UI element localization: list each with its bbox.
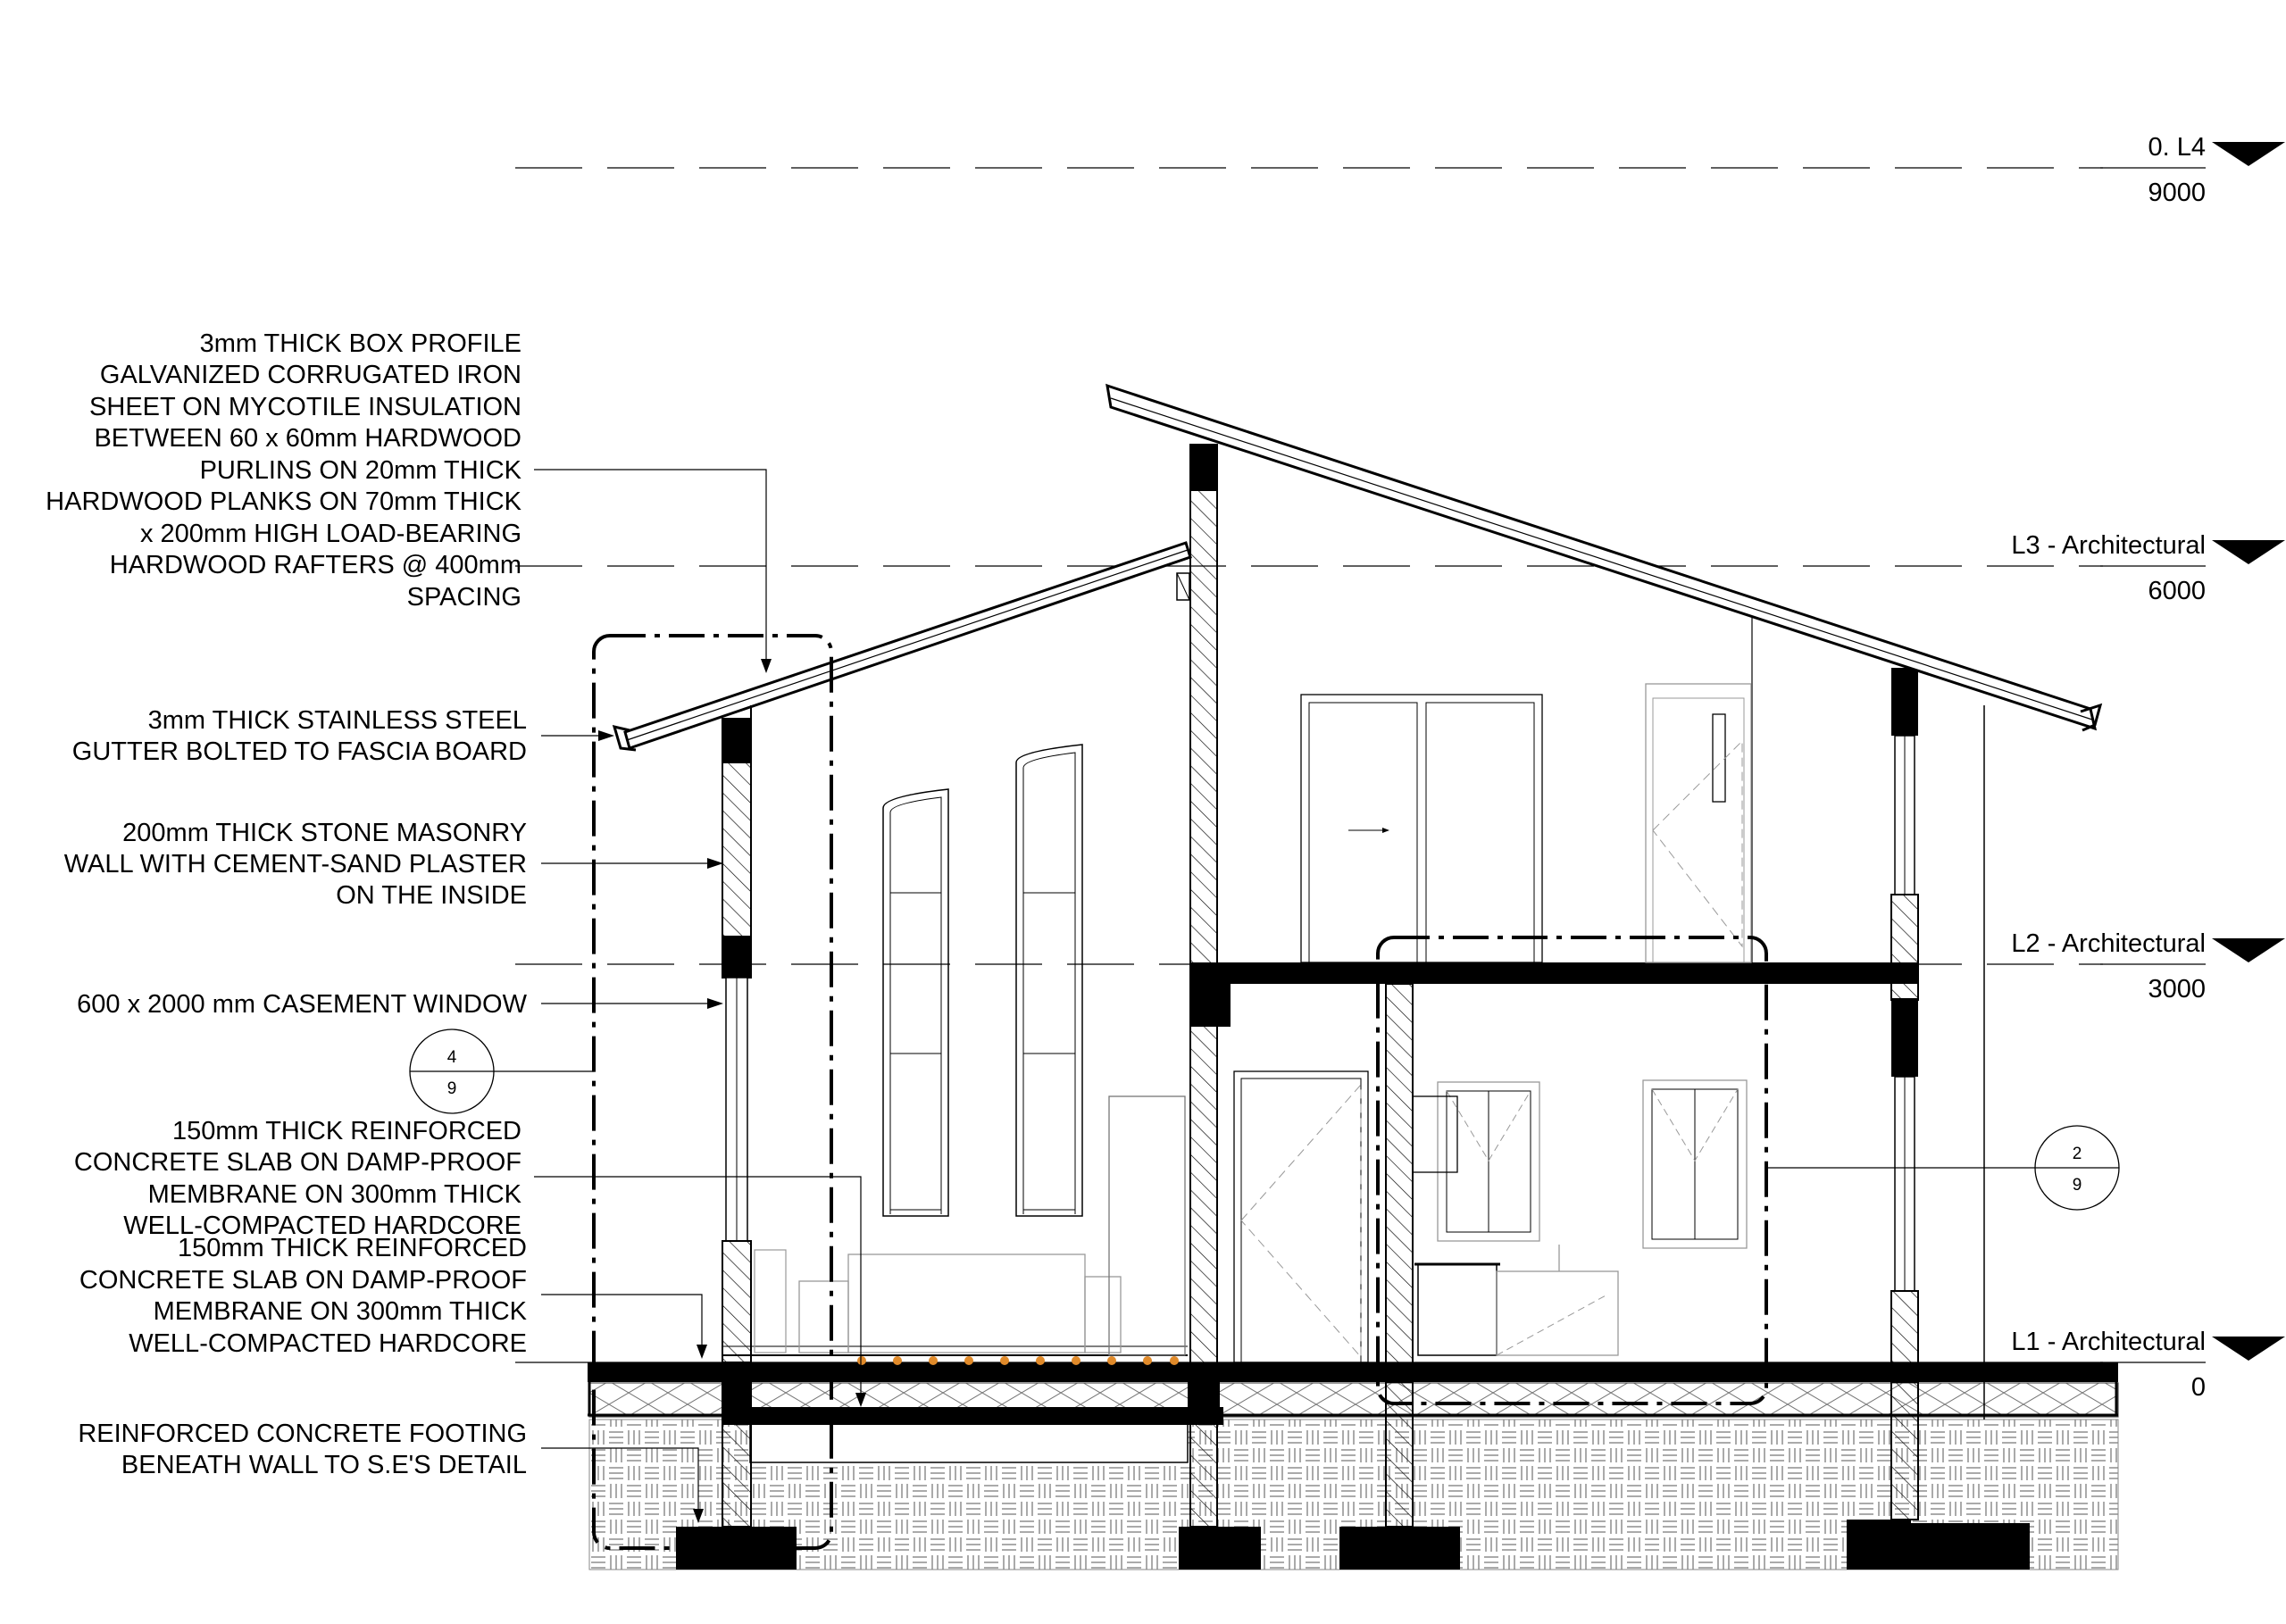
first-floor-slab-body (1190, 962, 1918, 984)
heating-dot (1000, 1356, 1009, 1365)
interior-wall (1386, 984, 1413, 1373)
level-triangle-icon (2212, 142, 2285, 166)
note-roof (46, 329, 772, 673)
main-roof-inner (1111, 398, 2092, 720)
note-line: 3mm THICK STAINLESS STEEL (147, 706, 527, 735)
level-triangle-icon (2212, 1337, 2285, 1361)
leader-arrow-icon (761, 659, 772, 673)
callout-bubble-4 (410, 1029, 594, 1113)
sliding-door-panel (1309, 703, 1417, 962)
heating-dot (1072, 1356, 1080, 1365)
note-line: x 200mm HIGH LOAD-BEARING (139, 520, 521, 548)
heating-dot (1107, 1356, 1116, 1365)
heating-dot (1143, 1356, 1152, 1365)
main-roof (1107, 386, 2095, 729)
left-wall-sill (722, 936, 751, 979)
note-line: MEMBRANE ON 300mm THICK (147, 1180, 521, 1209)
note-line: 150mm THICK REINFORCED (171, 1117, 521, 1145)
note-line: GALVANIZED CORRUGATED IRON (99, 361, 521, 389)
level-head-l4 (2100, 133, 2285, 207)
first-floor-slab (1190, 962, 1918, 984)
kitchen-counter (1497, 1271, 1618, 1355)
level-triangle-icon (2212, 540, 2285, 564)
level-head-l2 (2011, 929, 2285, 1004)
note-window (77, 990, 723, 1019)
lower-roof-inner (627, 550, 1188, 740)
detail-boundary-2 (1378, 937, 1766, 1403)
door-arrow-head (1382, 828, 1389, 833)
note-line: 600 x 2000 mm CASEMENT WINDOW (77, 990, 527, 1019)
heating-dot (929, 1356, 938, 1365)
right-wall-top-block (1891, 668, 1918, 736)
left-wall-lower (722, 1241, 751, 1362)
door-swing (1241, 1085, 1361, 1357)
leader-arrow-icon (707, 858, 723, 869)
note-line: CONCRETE SLAB ON DAMP-PROOF (79, 1266, 527, 1295)
arched-window-inner (1023, 753, 1075, 1214)
note-line: 150mm THICK REINFORCED (177, 1234, 527, 1262)
note-line: WELL-COMPACTED HARDCORE (129, 1329, 527, 1358)
lower-roof (625, 543, 1190, 748)
sofa (848, 1254, 1085, 1353)
note-line: ON THE INSIDE (336, 881, 527, 910)
level-elevation: 0 (2190, 1373, 2206, 1402)
level-name: L1 - Architectural (2011, 1328, 2206, 1356)
leader-arrow-icon (697, 1345, 707, 1359)
arched-window-inner (890, 797, 941, 1214)
note-line: HARDWOOD RAFTERS @ 400mm (109, 551, 521, 579)
callout-bubble-2 (1766, 1126, 2119, 1210)
heating-dot (1170, 1356, 1179, 1365)
note-line: SHEET ON MYCOTILE INSULATION (89, 393, 521, 421)
note-line: CONCRETE SLAB ON DAMP-PROOF (73, 1148, 521, 1177)
callout-sheet-number: 9 (2072, 1176, 2082, 1195)
level-elevation: 6000 (2148, 577, 2206, 605)
level-elevation: 9000 (2148, 179, 2206, 207)
note-line: BETWEEN 60 x 60mm HARDWOOD (94, 424, 521, 453)
leader-arrow-icon (598, 730, 614, 741)
door-swing (1653, 741, 1742, 946)
heating-dot (1036, 1356, 1045, 1365)
upper-door-panel (1653, 698, 1744, 962)
level-elevation: 3000 (2148, 975, 2206, 1004)
leader-line (541, 1295, 702, 1350)
roofs (614, 386, 2100, 750)
level-triangle-icon (2212, 938, 2285, 962)
right-wall-lintel (1891, 998, 1918, 1077)
interior (755, 684, 1751, 1362)
note-line: GUTTER BOLTED TO FASCIA BOARD (71, 737, 527, 766)
arched-window (883, 789, 948, 1216)
leader-line (534, 470, 766, 668)
note-line: MEMBRANE ON 300mm THICK (153, 1297, 527, 1326)
note-line: WELL-COMPACTED HARDCORE (123, 1212, 521, 1240)
level-head-l3 (2011, 531, 2285, 605)
footing (1847, 1520, 1911, 1570)
sofa-arm (799, 1281, 848, 1353)
left-wall-lintel (722, 719, 751, 763)
central-wall (1190, 445, 1217, 1373)
note-wall (64, 819, 723, 910)
footing (1179, 1527, 1261, 1570)
level-name: 0. L4 (2148, 133, 2206, 162)
footing (1339, 1527, 1460, 1570)
right-wall-lower (1891, 1291, 1918, 1373)
left-wall-slab-block (722, 1366, 751, 1414)
callout-detail-number: 2 (2072, 1145, 2082, 1163)
heating-dot (964, 1356, 973, 1365)
heating-dot (857, 1356, 866, 1365)
note-line: SPACING (406, 583, 521, 612)
note-line: 200mm THICK STONE MASONRY (122, 819, 527, 847)
door-handle (1713, 714, 1725, 802)
side-cabinet (755, 1250, 786, 1353)
wall-cabinet (1413, 1096, 1457, 1172)
arched-window (1016, 745, 1082, 1216)
level-name: L3 - Architectural (2011, 531, 2206, 560)
note-line: REINFORCED CONCRETE FOOTING (78, 1420, 527, 1448)
stove (1418, 1264, 1497, 1355)
ground-door (1234, 1071, 1368, 1362)
central-wall-base-block (1188, 1362, 1220, 1420)
callout-sheet-number: 9 (446, 1079, 457, 1098)
right-wall-mid (1891, 895, 1918, 1000)
note-line: BENEATH WALL TO S.E'S DETAIL (121, 1451, 527, 1479)
sofa-arm (1085, 1277, 1121, 1353)
central-wall-top-block (1190, 445, 1217, 491)
sliding-door (1301, 695, 1542, 962)
leader-arrow-icon (707, 998, 723, 1009)
upper-door (1646, 684, 1751, 962)
callout-detail-number: 4 (446, 1048, 457, 1067)
sliding-door-panel (1426, 703, 1534, 962)
right-wall-foundation (1891, 1382, 1918, 1520)
note-slab-b (79, 1234, 707, 1359)
note-line: WALL WITH CEMENT-SAND PLASTER (63, 850, 527, 879)
ground-door-panel (1241, 1079, 1361, 1362)
heating-dot (893, 1356, 902, 1365)
counter-swing (1497, 1295, 1607, 1355)
footing (1909, 1523, 2030, 1570)
slab-top (588, 1362, 2118, 1382)
level-name: L2 - Architectural (2011, 929, 2206, 958)
note-line: 3mm THICK BOX PROFILE (199, 329, 521, 358)
note-line: PURLINS ON 20mm THICK (199, 456, 521, 485)
note-gutter (72, 706, 614, 766)
note-line: HARDWOOD PLANKS ON 70mm THICK (46, 487, 521, 516)
